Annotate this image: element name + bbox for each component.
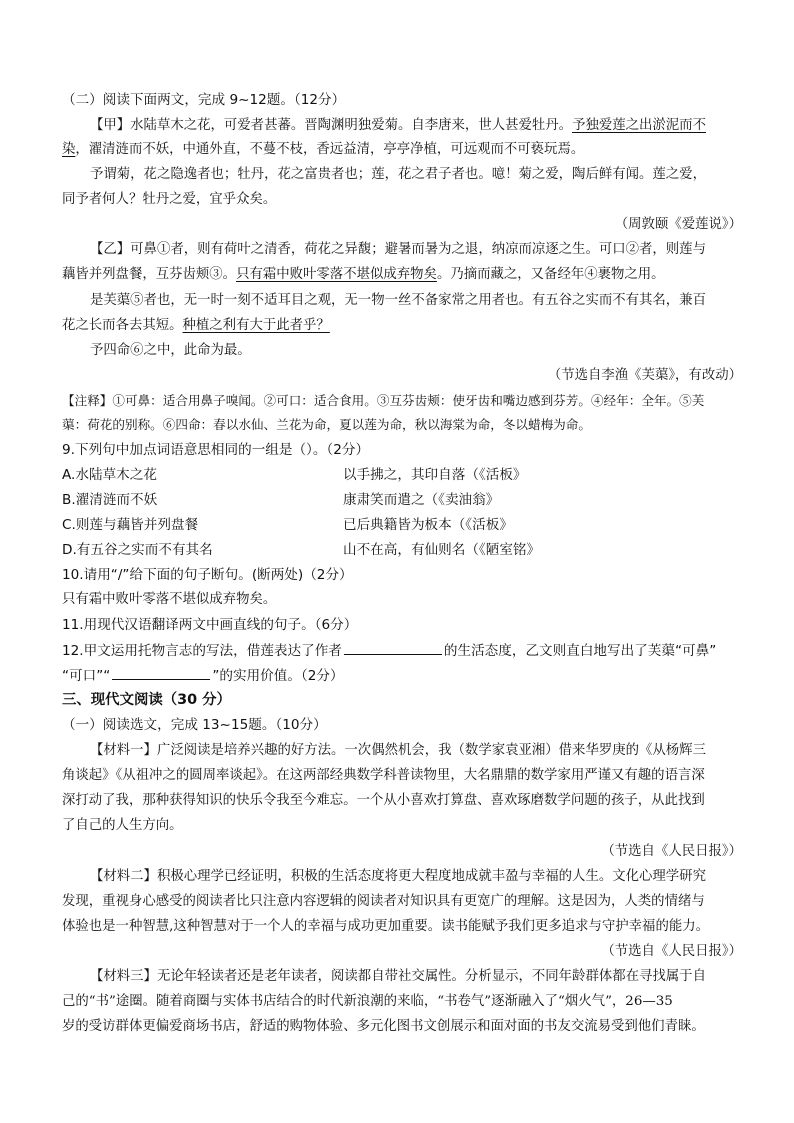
- jia-source: （周敦颐《爱莲说》）: [614, 217, 742, 232]
- m3-line-1: 【材料三】无论年轻读者还是老年读者，阅读都自带社交属性。分析显示，不同年龄群体都在寻找属于自: [90, 969, 706, 984]
- jia-text: 【甲】水陆草木之花，可爱者甚蕃。晋陶渊明独爱菊。自李唐来，世人甚爱牡丹。: [90, 118, 573, 133]
- yi-text: 花之长而各去其短。: [62, 318, 183, 333]
- m1-source: （节选自《人民日报》）: [601, 844, 742, 859]
- jia-line-2: [62, 141, 742, 159]
- q12-text: “可口”“: [62, 668, 111, 684]
- m3-line-2: 己的“书”途圈。随着商圈与实体书店结合的时代新浪潮的来临，“书卷气”逐渐融入了“烟火气”，26—35: [62, 994, 673, 1009]
- q12-answer-blank-2[interactable]: [112, 666, 210, 680]
- jia-text: ，濯清涟而不妖，中通外直，不蔓不枝，香远益清，亭亭净植，可远观而不可亵玩焉。: [75, 142, 585, 157]
- jia-underlined-sentence-end: 染: [62, 142, 76, 157]
- q12-text: ”的实用价值。（2分）: [212, 668, 344, 684]
- yi-line-1: 【乙】可鼻①者，则有荷叶之清香，荷花之异馥；避暑而暑为之退，纳凉而凉逐之生。可口②者，则莲与: [90, 242, 706, 257]
- q10-stem: 10.请用“/”给下面的句子断句。(断两处)（2分）: [62, 567, 353, 583]
- q9-option-b-right: 康肃笑而遣之（《卖油翁》: [343, 492, 500, 508]
- yi-underlined-sentence: 种植之利有大于此者乎？: [182, 318, 330, 333]
- section-3-subheading: （一）阅读选文，完成 13~15题。（10分）: [62, 717, 327, 733]
- jia-line-1: [90, 117, 742, 135]
- yi-text: 。乃摘而藏之，又备经年④裹物之用。: [436, 267, 665, 282]
- notes-line-2: 蕖：荷花的别称。⑥四命：春以水仙、兰花为命，夏以莲为命，秋以海棠为命，冬以蜡梅为命。: [62, 417, 591, 432]
- q9-option-b-left: B.濯清涟而不妖: [62, 492, 158, 508]
- q9-option-d-left: D.有五谷之实而不有其名: [62, 542, 213, 558]
- q11-stem: 11.用现代汉语翻译两文中画直线的句子。（6分）: [62, 617, 358, 633]
- m2-line-2: 发现，重视身心感受的阅读者比只注意内容逻辑的阅读者对知识具有更宽广的理解。这是因为，人类的情绪与: [62, 894, 705, 909]
- q12-line-1: [62, 641, 742, 660]
- notes-line-1: 【注释】①可鼻：适合用鼻子嗅闻。②可口：适合食用。③互芬齿颊：使牙齿和嘴边感到芬芳。④经年：全年。⑤芙: [62, 393, 705, 408]
- section-2-heading: （二）阅读下面两文，完成 9~12题。（12分）: [62, 92, 346, 108]
- q12-line-2: [62, 666, 742, 685]
- m1-line-2: 角谈起》《从祖冲之的圆周率谈起》。在这两部经典数学科普读物里，大名鼎鼎的数学家用严谨又有趣的语言深: [62, 768, 705, 783]
- section-3-heading: 三、现代文阅读（30 分）: [62, 692, 231, 708]
- m1-line-1: 【材料一】广泛阅读是培养兴趣的好方法。一次偶然机会，我（数学家袁亚湘）借来华罗庚的《从杨辉三: [90, 743, 706, 758]
- yi-line-3: 是芙蕖⑤者也，无一时一刻不适耳目之观，无一物一丝不备家常之用者也。有五谷之实而不有其名，兼百: [90, 293, 706, 308]
- yi-underlined-sentence: 只有霜中败叶零落不堪似成弃物矣: [236, 267, 437, 282]
- m2-line-1: 【材料二】积极心理学已经证明，积极的生活态度将更大程度地成就丰盈与幸福的人生。文化心理学研究: [90, 869, 706, 884]
- q10-sentence: 只有霜中败叶零落不堪似成弃物矣。: [62, 592, 277, 607]
- jia-line-4: 同予者何人？牡丹之爱，宜乎众矣。: [62, 192, 277, 207]
- m1-line-3: 深打动了我，那种获得知识的快乐令我至今难忘。一个从小喜欢打算盘、喜欢琢磨数学问题的孩子，从此找到: [62, 793, 705, 808]
- jia-line-3: 予谓菊，花之隐逸者也；牡丹，花之富贵者也；莲，花之君子者也。噫！菊之爱，陶后鲜有闻。莲之爱，: [90, 167, 706, 182]
- jia-underlined-sentence: 予独爱莲之出淤泥而不: [572, 118, 706, 133]
- q9-stem: 9.下列句中加点词语意思相同的一组是（）。（2分）: [62, 442, 370, 458]
- q9-option-c-right: 已后典籍皆为板本（《活板》: [343, 517, 513, 533]
- m1-line-4: 了自己的人生方向。: [62, 818, 183, 833]
- q9-option-a-right: 以手拂之，其印自落（《活板》: [343, 467, 527, 483]
- yi-line-5: 予四命⑥之中，此命为最。: [90, 343, 251, 358]
- q12-text: 的生活态度，乙文则直白地写出了芙蕖“可鼻”: [443, 643, 717, 659]
- m3-line-3: 岁的受访群体更偏爱商场书店，舒适的购物体验、多元化图书文创展示和面对面的书友交流易受到他们青睐。: [62, 1019, 705, 1034]
- yi-text: 藕皆并列盘餐，互芬齿颊③。: [62, 267, 237, 282]
- q9-option-d-right: 山不在高，有仙则名（《陋室铭》: [343, 542, 541, 558]
- yi-line-4: [62, 317, 742, 335]
- m2-line-3: 体验也是一种智慧,这种智慧对于一个人的幸福与成功更加重要。读书能赋予我们更多追求与守护幸福的能力。: [62, 919, 710, 934]
- yi-source: （节选自李渔《芙蕖》，有改动）: [547, 368, 742, 383]
- q12-answer-blank-1[interactable]: [344, 641, 442, 655]
- yi-line-2: [62, 266, 742, 284]
- q9-option-c-left: C.则莲与藕皆并列盘餐: [62, 517, 199, 533]
- q12-text: 12.甲文运用托物言志的写法，借莲表达了作者: [62, 643, 342, 659]
- m2-source: （节选自《人民日报》）: [601, 944, 742, 959]
- q9-option-a-left: A.水陆草木之花: [62, 467, 157, 483]
